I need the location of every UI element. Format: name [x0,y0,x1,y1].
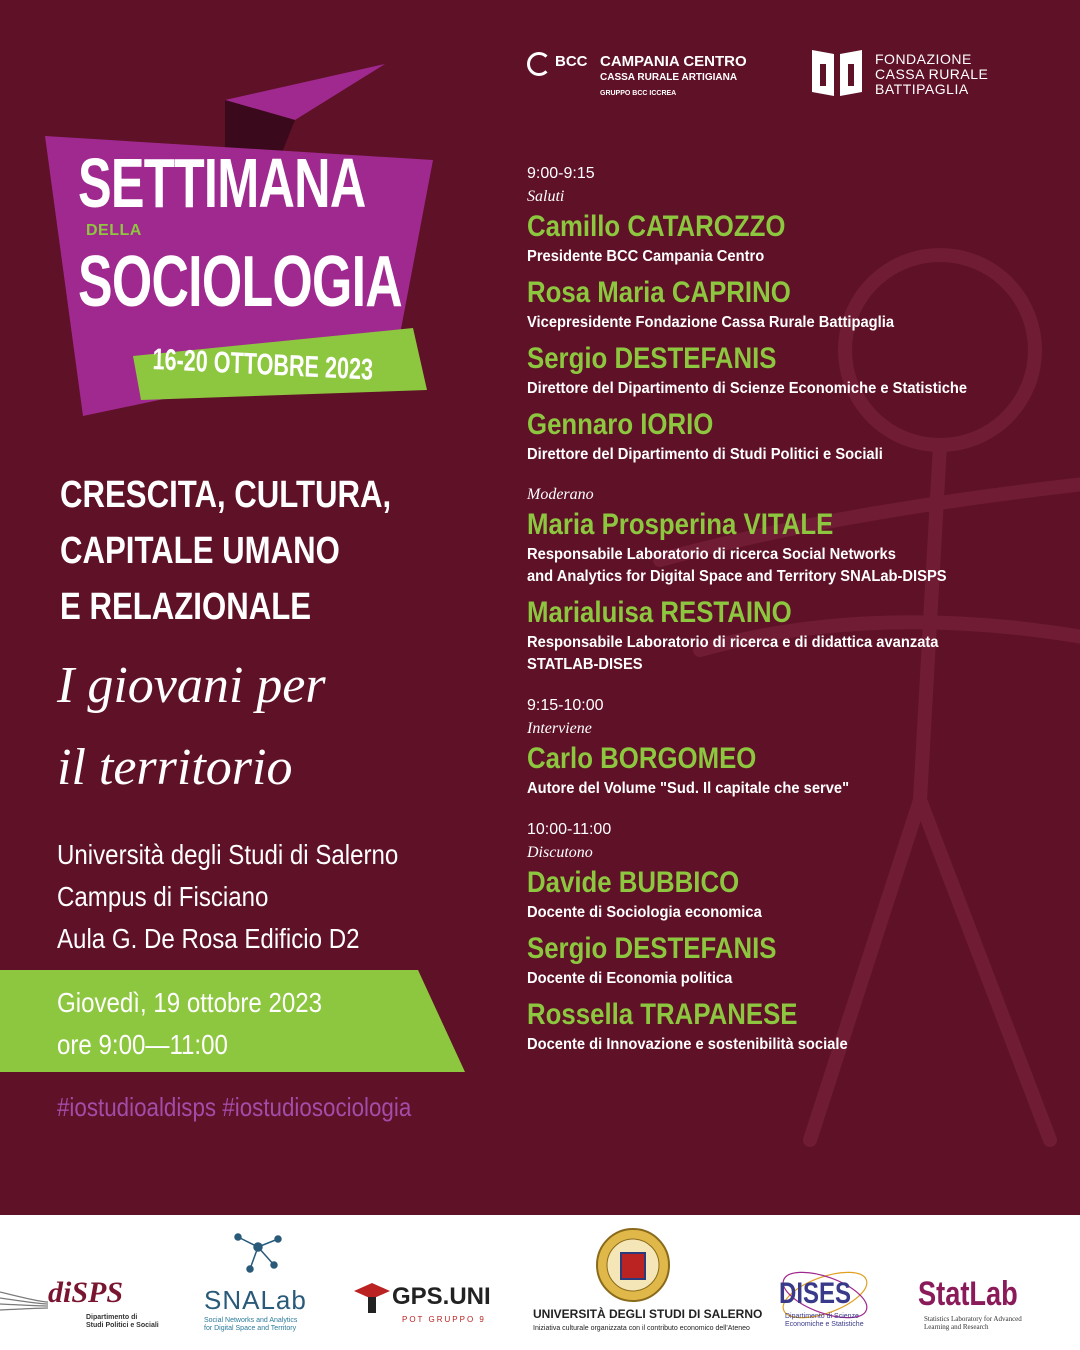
speaker-affiliation: Docente di Sociologia economica [527,904,762,921]
speaker-affiliation: Direttore del Dipartimento di Studi Politici e Sociali [527,446,883,463]
speaker-affiliation: Direttore del Dipartimento di Scienze Economiche e Statistiche [527,380,968,397]
speaker-name: Maria Prosperina VITALE [527,508,834,541]
subtitle-line-2: il territorio [57,739,293,796]
graduation-cap-icon [352,1277,392,1317]
speaker-affiliation: Docente di Economia politica [527,970,733,987]
subtitle [57,645,497,809]
program [527,162,1067,1062]
affil-line: STATLAB-DISES [527,656,643,673]
hashtags: #iostudioaldisps #iostudiosociologia [57,1092,412,1122]
bcc-sub: CASSA RURALE ARTIGIANA [600,72,738,83]
speaker-name: Davide BUBBICO [527,866,740,899]
book-icon [810,46,864,98]
session-1-label: Saluti [527,188,565,205]
fondazione-logo [810,46,1020,102]
disps-logo [0,1272,160,1332]
unisa-name: UNIVERSITÀ DEGLI STUDI DI SALERNO [533,1307,763,1321]
session-3-label: Discutono [527,844,593,861]
subtitle-line-1: I giovani per [57,657,326,714]
dises-name: DISES [779,1277,852,1310]
session-2-label: Interviene [527,720,592,737]
theme-line-1: CRESCITA, CULTURA, [60,474,392,516]
speaker-name: Rossella TRAPANESE [527,998,798,1031]
snalab-sub-1: Social Networks and Analytics [204,1317,298,1324]
speaker-affiliation: Presidente BCC Campania Centro [527,248,765,265]
disps-sub-1: Dipartimento di [86,1314,138,1321]
affil-line: Responsabile Laboratorio di ricerca Social Networks [527,546,896,563]
theme-line-2: CAPITALE UMANO [60,530,340,572]
theme-line-3: E RELAZIONALE [60,586,312,628]
dises-logo [775,1255,885,1340]
bcc-mark-icon [527,52,551,76]
affil-line: and Analytics for Digital Space and Territory SNALab-DISPS [527,568,947,585]
venue-line-1: Università degli Studi di Salerno [57,839,399,870]
fondazione-line-1: FONDAZIONE [875,51,972,67]
speaker-affiliation: Docente di Innovazione e sostenibilità sociale [527,1036,848,1053]
title-della: DELLA [86,222,142,239]
snalab-logo [200,1225,320,1335]
unisa-sub: Iniziativa culturale organizzata con il contributo economico dell'Ateneo [533,1325,750,1332]
unisa-logo [533,1225,763,1340]
speaker-affiliation [527,632,1061,676]
when-time: ore 9:00—11:00 [57,1029,228,1060]
event-dates: 16-20 OTTOBRE 2023 [152,343,374,387]
bcc-short: BCC [555,53,588,70]
bcc-logo [527,50,787,100]
statlab-logo [918,1275,1068,1335]
speaker-name: Carlo BORGOMEO [527,742,757,775]
moderators-label: Moderano [527,486,594,503]
session-2-time: 9:15-10:00 [527,697,604,714]
university-seal-icon [595,1227,671,1303]
speaker-name: Sergio DESTEFANIS [527,342,777,375]
disps-arc-icon [0,1272,50,1332]
gpsuni-name: GPS.UNI [392,1283,491,1310]
disps-sub-2: Studi Politici e Sociali [86,1322,159,1329]
speaker-name: Camillo CATAROZZO [527,210,786,243]
speaker-name: Rosa Maria CAPRINO [527,276,791,309]
dises-sub-1: Dipartimento di Scienze [785,1313,859,1320]
disps-name: diSPS [48,1276,124,1309]
event-when [57,982,453,1066]
venue-line-2: Campus di Fisciano [57,881,269,912]
dises-sub-2: Economiche e Statistiche [785,1321,864,1328]
speaker-affiliation: Vicepresidente Fondazione Cassa Rurale Battipaglia [527,314,895,331]
bcc-name: CAMPANIA CENTRO [600,53,747,70]
speaker-name: Gennaro IORIO [527,408,714,441]
title-settimana: SETTIMANA [78,144,366,222]
statlab-sub-2: Learning and Research [924,1323,989,1331]
snalab-sub-2: for Digital Space and Territory [204,1325,297,1332]
session-1-time: 9:00-9:15 [527,165,595,182]
fondazione-line-2: CASSA RURALE [875,66,989,82]
statlab-sub-1: Statistics Laboratory for Advanced [924,1315,1022,1323]
session-3-time: 10:00-11:00 [527,821,612,838]
venue-line-3: Aula G. De Rosa Edificio D2 [57,923,360,954]
theme-heading [60,467,470,635]
snalab-name: SNALab [204,1285,307,1315]
bcc-group: GRUPPO BCC ICCREA [600,90,677,97]
network-icon [228,1227,288,1277]
when-date: Giovedì, 19 ottobre 2023 [57,987,323,1018]
speaker-name: Sergio DESTEFANIS [527,932,777,965]
speaker-name: Marialuisa RESTAINO [527,596,792,629]
title-sociologia: SOCIOLOGIA [78,242,403,322]
affil-line: Responsabile Laboratorio di ricerca e di didattica avanzata [527,634,939,651]
speaker-affiliation: Autore del Volume "Sud. Il capitale che serve" [527,780,850,797]
venue [57,834,504,960]
fondazione-line-3: BATTIPAGLIA [875,81,969,97]
gpsuni-sub: POT GRUPPO 9 [402,1315,486,1324]
speaker-affiliation [527,544,1061,588]
statlab-name: StatLab [918,1275,1018,1313]
gpsuni-logo [352,1275,492,1335]
